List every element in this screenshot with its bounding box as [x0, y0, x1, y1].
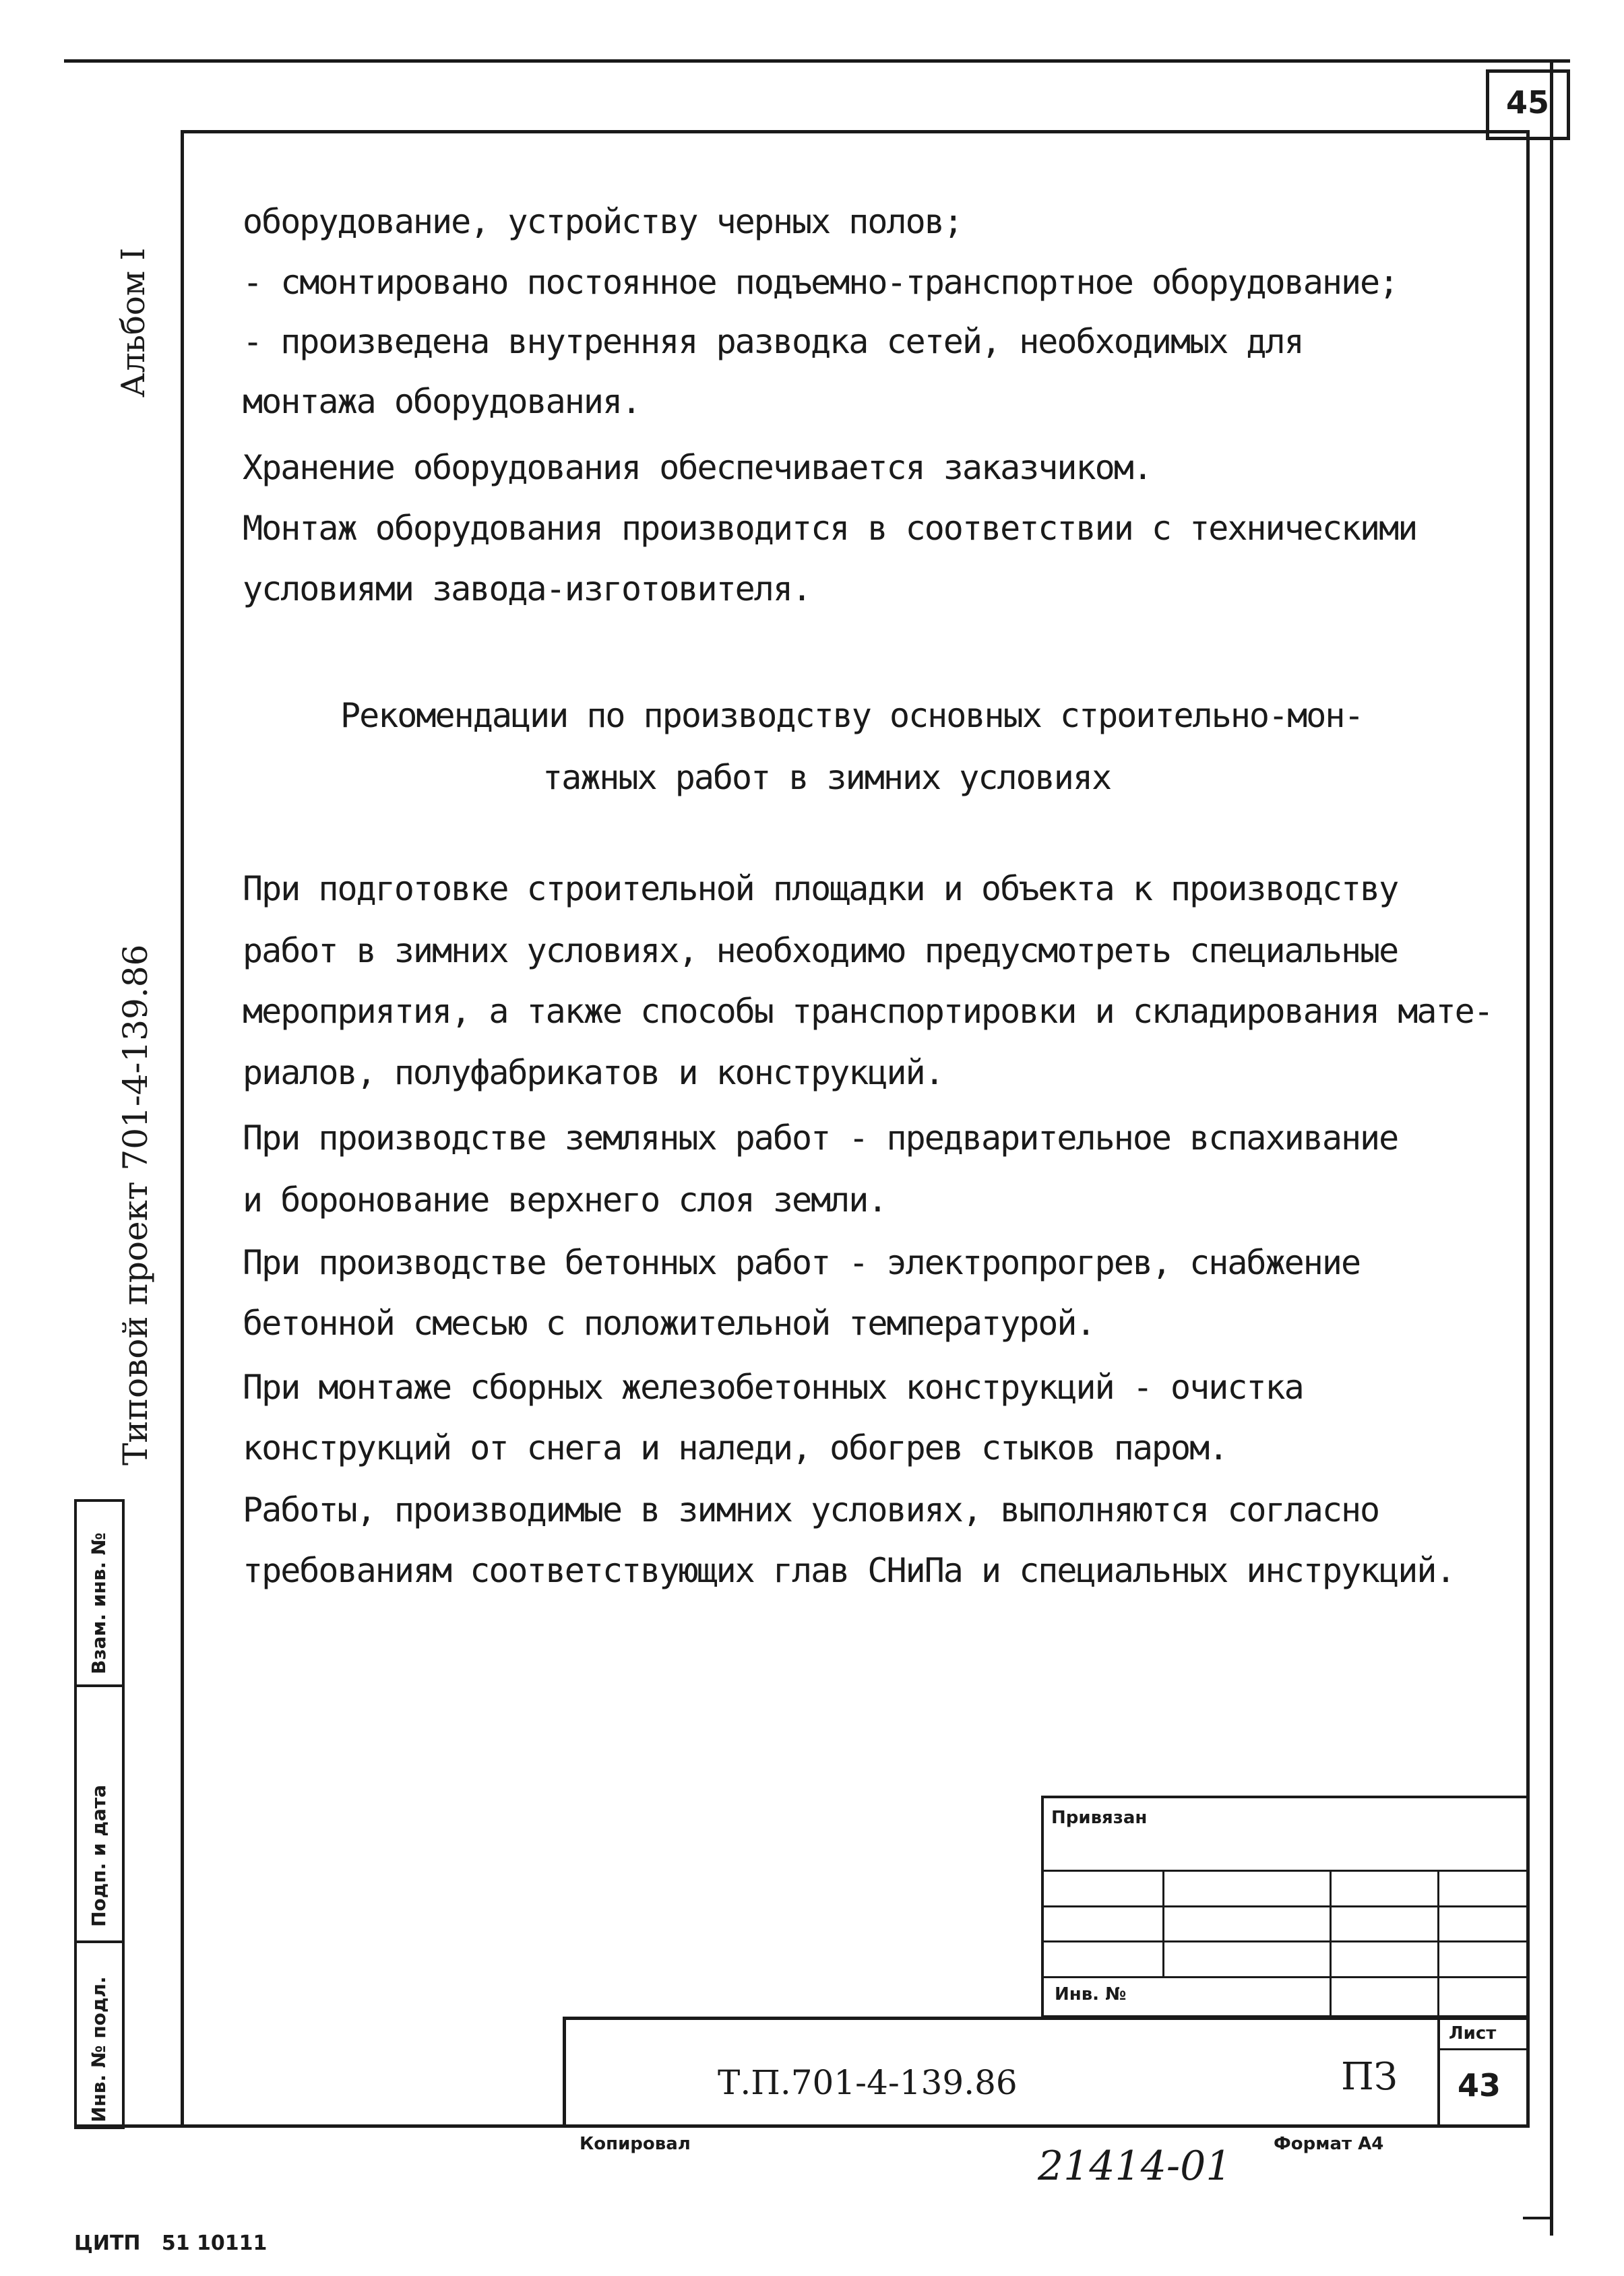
project-label: Типовой проект 701-4-139.86 [116, 944, 155, 1465]
page-number: 45 [1506, 84, 1550, 121]
stamp-cell-2: Подп. и дата [88, 1784, 110, 1927]
designation: Т.П.701-4-139.86 [718, 2063, 1018, 2102]
paragraph-line: требованиям соответствующих глав СНиПа и специальных инструкций. [243, 1551, 1455, 1590]
body-line: условиями завода-изготовителя. [243, 569, 811, 608]
body-line: - произведена внутренняя разводка сетей, необходимых для [243, 322, 1303, 361]
grid-vline [1162, 1870, 1164, 1978]
section-code: ПЗ [1341, 2055, 1398, 2099]
paragraph-line: При производстве бетонных работ - электропрогрев, снабжение [243, 1243, 1361, 1282]
grid-vline [1437, 1870, 1439, 2018]
grid-hline [1041, 1905, 1530, 1907]
inv-label: Инв. № [1055, 1984, 1127, 2004]
sheet-divider [1437, 2017, 1440, 2128]
grid-hline [1041, 1940, 1530, 1942]
body-line: Монтаж оборудования производится в соответствии с техническими [243, 509, 1417, 548]
stamp-divider-1 [74, 1684, 125, 1687]
grid-hline [1041, 1870, 1530, 1872]
album-label: Альбом I [115, 247, 152, 398]
section-heading: тажных работ в зимних условиях [542, 758, 1111, 797]
body-line: монтажа оборудования. [243, 382, 641, 421]
paragraph-line: При производстве земляных работ - предварительное вспахивание [243, 1118, 1398, 1158]
stamp-divider-2 [74, 1940, 125, 1943]
bound-label: Привязан [1051, 1808, 1148, 1828]
format-label: Формат А4 [1274, 2134, 1384, 2154]
paragraph-line: конструкций от снега и наледи, обогрев стыков паром. [243, 1428, 1228, 1467]
sheet-number: 43 [1458, 2067, 1501, 2104]
paragraph-line: мероприятия, а также способы транспортировки и складирования мате- [243, 992, 1493, 1031]
copied-label: Копировал [580, 2134, 691, 2154]
inner-left-border [181, 130, 184, 2128]
bottom-right-edge [1523, 2217, 1553, 2219]
stamp-cell-1: Взам. инв. № [88, 1532, 110, 1674]
printer-imprint: ЦИТП 51 10111 [74, 2232, 268, 2255]
body-line: - смонтировано постоянное подъемно-транспортное оборудование; [243, 263, 1398, 302]
paragraph-line: бетонной смесью с положительной температурой. [243, 1304, 1095, 1343]
handwritten-number: 21414-01 [1038, 2143, 1232, 2190]
sheet-label: Лист [1449, 2023, 1497, 2044]
section-heading: Рекомендации по производству основных строительно-мон- [340, 696, 1363, 735]
inner-top-border [182, 130, 1530, 133]
paragraph-line: Работы, производимые в зимних условиях, выполняются согласно [243, 1490, 1379, 1529]
paragraph-line: риалов, полуфабрикатов и конструкций. [243, 1053, 943, 1092]
sheet-label-divider [1437, 2048, 1530, 2050]
paragraph-line: и боронование верхнего слоя земли. [243, 1180, 887, 1220]
top-border [64, 59, 1570, 63]
body-line: Хранение оборудования обеспечивается заказчиком. [243, 448, 1152, 487]
paragraph-line: При монтаже сборных железобетонных конструкций - очистка [243, 1368, 1303, 1407]
paragraph-line: При подготовке строительной площадки и объекта к производству [243, 869, 1398, 908]
right-border [1550, 59, 1553, 2236]
body-line: оборудование, устройству черных полов; [243, 202, 962, 241]
paragraph-line: работ в зимних условиях, необходимо предусмотреть специальные [243, 931, 1398, 970]
grid-hline [1041, 1976, 1530, 1978]
grid-vline [1330, 1870, 1332, 2018]
stamp-cell-3: Инв. № подл. [88, 1976, 110, 2122]
